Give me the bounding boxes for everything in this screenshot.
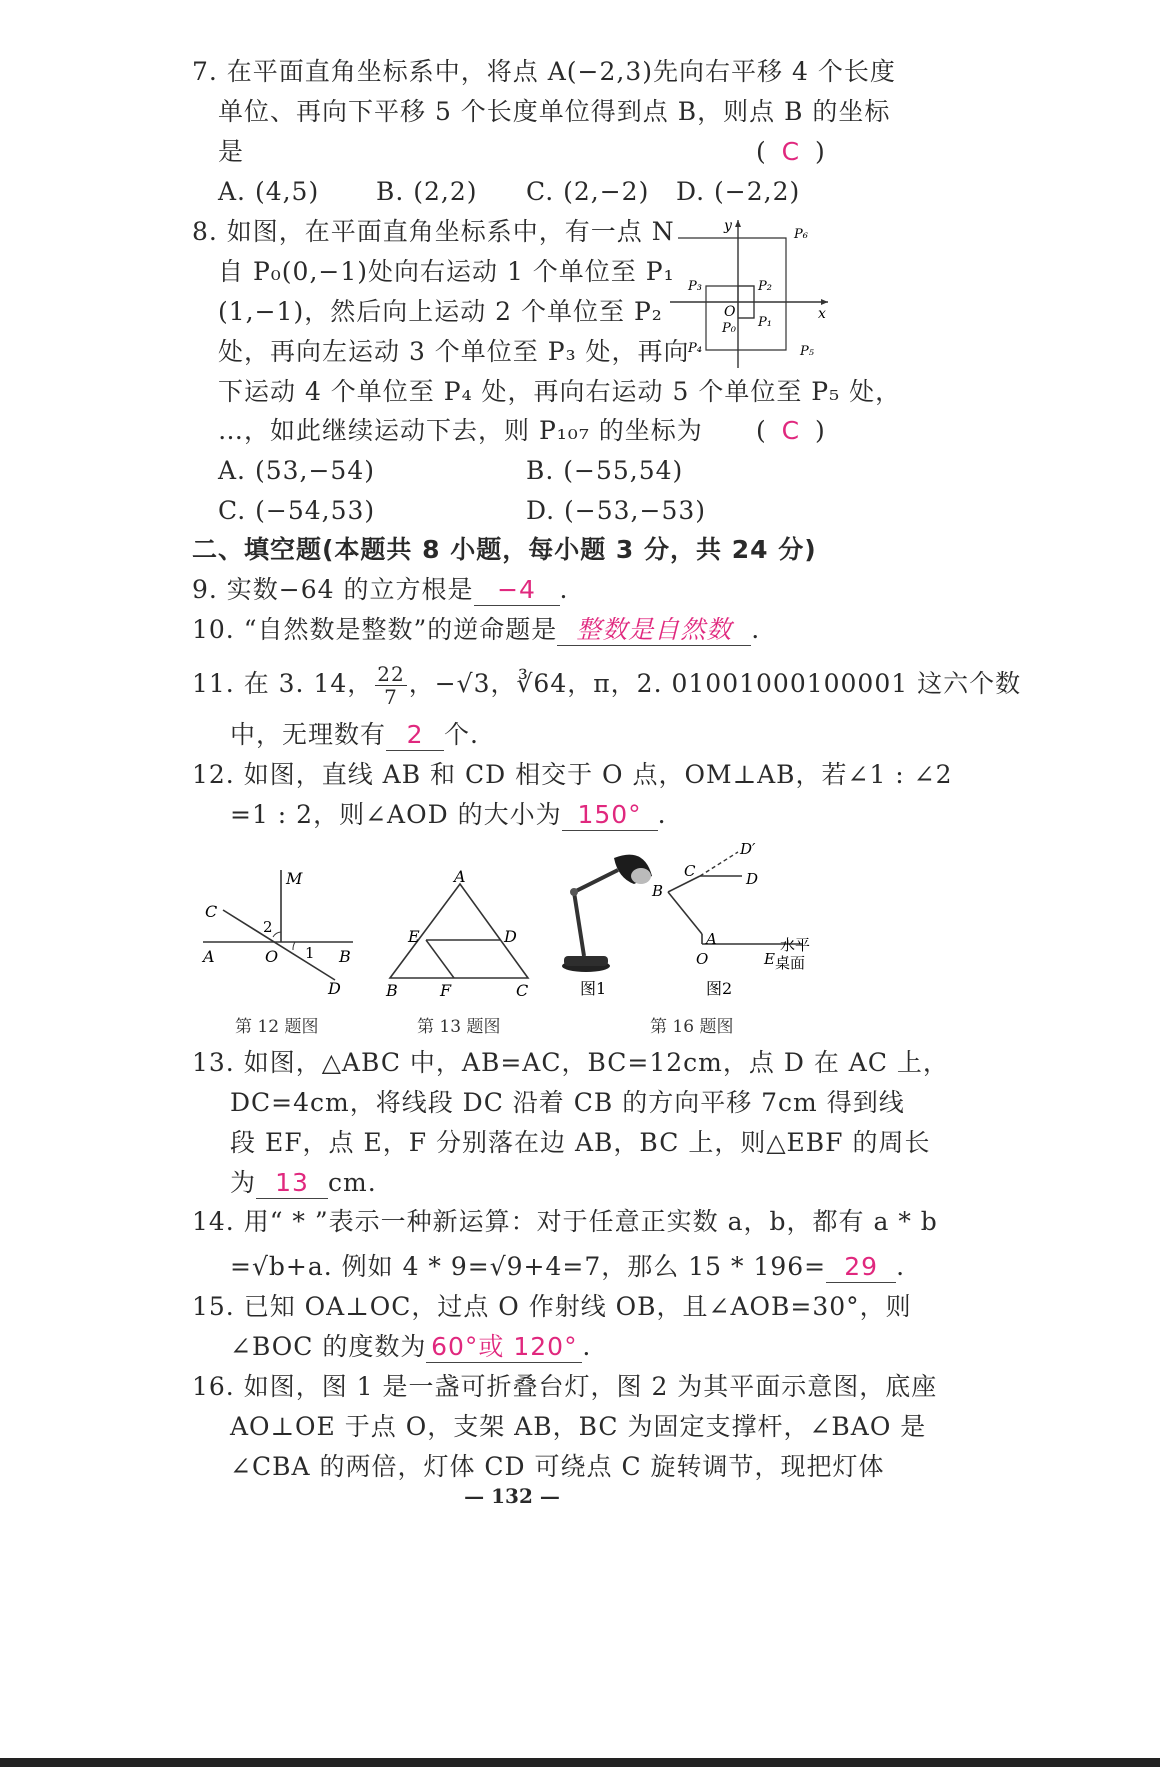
q12-line2-pre: =1 : 2，则∠AOD 的大小为 (230, 800, 562, 829)
label-p3: P₃ (688, 279, 702, 294)
q7-option-c: C. (2,−2) (526, 177, 650, 206)
q15-line1: 15. 已知 OA⊥OC，过点 O 作射线 OB，且∠AOB=30°，则 (192, 1292, 912, 1321)
label-o: O (724, 304, 736, 320)
q12-blank (562, 800, 658, 831)
label-m: M (286, 869, 303, 888)
label-e: E (764, 950, 775, 968)
q14-answer: 29 (844, 1252, 878, 1281)
q16-line1: 16. 如图，图 1 是一盏可折叠台灯，图 2 为其平面示意图，底座 (192, 1372, 938, 1401)
q11-pre: 11. 在 3. 14， (192, 669, 374, 698)
q9-text: 9. 实数−64 的立方根是 (192, 575, 474, 604)
q15-line2-post: . (582, 1332, 592, 1361)
q15-blank (426, 1332, 582, 1363)
q13-line4-pre: 为 (230, 1168, 257, 1197)
bottom-bar (0, 1758, 1160, 1767)
q12-answer: 150° (577, 800, 642, 829)
q10-text: 10. “自然数是整数”的逆命题是 (192, 615, 558, 644)
q8-line3: (1,−1)，然后向上运动 2 个单位至 P₂ (218, 297, 663, 326)
label-angle1: 1 (305, 944, 315, 962)
page-number: — 132 — (464, 1484, 560, 1508)
q9-post: . (559, 575, 569, 604)
q9-line (192, 573, 568, 607)
q11-answer: 2 (406, 720, 424, 749)
q8-option-b: B. (−55,54) (526, 456, 684, 485)
q8-option-a: A. (53,−54) (218, 456, 375, 485)
q13-line1: 13. 如图，△ABC 中，AB=AC，BC=12cm，点 D 在 AC 上， (192, 1048, 949, 1077)
fig2-label: 图2 (706, 979, 733, 998)
q11-fraction (375, 663, 406, 708)
q11-line2-post: 个. (444, 720, 479, 749)
q7-option-a: A. (4,5) (218, 177, 320, 206)
label-a: A (454, 870, 466, 886)
label-b: B (339, 947, 351, 966)
lamp-joint (570, 888, 578, 896)
caption-q13: 第 13 题图 (417, 1017, 501, 1037)
lamp-base-top (564, 956, 608, 966)
label-a: A (706, 930, 717, 948)
figure-12 (195, 862, 365, 1002)
q10-post: . (751, 615, 761, 644)
q12-line2-post: . (657, 800, 667, 829)
label-p4: P₄ (688, 341, 702, 356)
q14-line2 (230, 1250, 905, 1284)
angle-2-arc (273, 932, 281, 937)
label-p0: P₀ (722, 321, 736, 336)
segment-ab (668, 892, 702, 934)
q13-blank (256, 1168, 328, 1199)
section-fill-in-title: 二、填空题(本题共 8 小题，每小题 3 分，共 24 分) (192, 535, 817, 564)
label-p1: P₁ (758, 315, 772, 330)
q8-line6: …，如此继续运动下去，则 P₁₀₇ 的坐标为 (218, 416, 703, 445)
caption-q12: 第 12 题图 (235, 1017, 319, 1037)
q8-option-c: C. (−54,53) (218, 496, 376, 525)
lamp-bulb (631, 868, 651, 884)
q15-line2 (230, 1330, 591, 1364)
label-y: y (724, 218, 732, 234)
line-cd (223, 910, 335, 980)
q8-line2: 自 P₀(0,−1)处向右运动 1 个单位至 P₁ (218, 257, 675, 286)
label-p6: P₆ (794, 227, 808, 242)
q14-line2-pre: =√b+a. 例如 4 * 9=√9+4=7，那么 15 * 196= (230, 1252, 827, 1281)
q14-blank (826, 1252, 896, 1283)
q10-line (192, 613, 760, 647)
q10-answer: 整数是自然数 (576, 615, 733, 644)
label-a: A (203, 947, 215, 966)
y-axis-arrow (735, 220, 741, 227)
q13-line4 (230, 1166, 377, 1200)
q8-coordinate-figure (660, 210, 835, 370)
q7-answer-paren: ( C ) (756, 137, 825, 166)
label-p5: P₅ (800, 344, 814, 359)
q8-line1: 8. 如图，在平面直角坐标系中，有一点 N (192, 217, 675, 246)
q12-line2 (230, 798, 667, 832)
label-e: E (408, 927, 420, 946)
lamp-arm-lower (574, 892, 584, 956)
q15-answer: 60°或 120° (431, 1332, 578, 1361)
label-o: O (265, 947, 279, 966)
lamp-schematic (651, 840, 810, 998)
label-dprime: D′ (740, 840, 756, 858)
segment-ef (426, 940, 454, 978)
x-axis-arrow (821, 299, 828, 305)
label-d: D (504, 927, 517, 946)
q9-blank (474, 575, 560, 606)
label-zhuomian: 桌面 (775, 954, 806, 972)
label-angle2: 2 (263, 918, 273, 936)
label-d: D (746, 870, 759, 888)
figure-13 (378, 870, 548, 1002)
q8-answer: C (781, 416, 800, 445)
q11-line2-pre: 中，无理数有 (230, 720, 387, 749)
q7-option-d: D. (−2,2) (676, 177, 801, 206)
angle-1-arc (293, 942, 295, 950)
q11-line1 (192, 662, 1021, 708)
q8-option-d: D. (−53,−53) (526, 496, 707, 525)
q11-frac-num: 22 (377, 662, 405, 686)
q9-answer: −4 (497, 575, 536, 604)
q10-blank (557, 615, 751, 646)
q15-line2-pre: ∠BOC 的度数为 (230, 1332, 427, 1361)
label-o: O (696, 950, 709, 968)
label-p2: P₂ (758, 279, 772, 294)
q13-line4-post: cm. (328, 1168, 377, 1197)
label-b: B (386, 981, 398, 1000)
q16-line3: ∠CBA 的两倍，灯体 CD 可绕点 C 旋转调节，现把灯体 (230, 1452, 885, 1481)
q14-line1: 14. 用“ * ”表示一种新运算：对于任意正实数 a，b，都有 a * b (192, 1207, 938, 1236)
q11-frac-den: 7 (384, 685, 398, 709)
label-x: x (818, 306, 826, 322)
label-shuiping: 水平 (780, 936, 811, 954)
label-f: F (440, 981, 452, 1000)
lamp-arm-upper (574, 870, 618, 892)
q14-line2-post: . (896, 1252, 906, 1281)
caption-q16: 第 16 题图 (650, 1017, 734, 1037)
q8-line4: 处，再向左运动 3 个单位至 P₃ 处，再向 (218, 337, 690, 366)
q7-answer: C (781, 137, 800, 166)
q13-answer: 13 (275, 1168, 309, 1197)
q7-line3: 是 (218, 137, 245, 166)
lamp-illustration (562, 855, 652, 998)
q13-line3: 段 EF，点 E，F 分别落在边 AB，BC 上，则△EBF 的周长 (230, 1128, 931, 1157)
label-b: B (652, 882, 664, 900)
q11-blank (386, 720, 444, 751)
label-c: C (684, 862, 696, 880)
q8-answer-paren: ( C ) (756, 416, 825, 445)
q8-line5: 下运动 4 个单位至 P₄ 处，再向右运动 5 个单位至 P₅ 处， (218, 377, 902, 406)
q13-line2: DC=4cm，将线段 DC 沿着 CB 的方向平移 7cm 得到线 (230, 1088, 905, 1117)
q7-line1: 7. 在平面直角坐标系中，将点 A(−2,3)先向右平移 4 个长度 (192, 57, 896, 86)
label-c: C (516, 981, 529, 1000)
q11-line2 (230, 718, 479, 752)
segment-cd-prime (700, 852, 738, 876)
label-c: C (205, 902, 218, 921)
figure-16 (556, 838, 826, 1003)
q7-line2: 单位、再向下平移 5 个长度单位得到点 B，则点 B 的坐标 (218, 97, 891, 126)
label-d: D (328, 979, 341, 998)
fig1-label: 图1 (580, 979, 607, 998)
q11-mid: ，−√3，∛64，π，2. 01001000100001 这六个数 (408, 669, 1022, 698)
q7-option-b: B. (2,2) (376, 177, 478, 206)
q16-line2: AO⊥OE 于点 O，支架 AB，BC 为固定支撑杆，∠BAO 是 (230, 1412, 927, 1441)
q12-line1: 12. 如图，直线 AB 和 CD 相交于 O 点，OM⊥AB，若∠1 : ∠2 (192, 760, 953, 789)
